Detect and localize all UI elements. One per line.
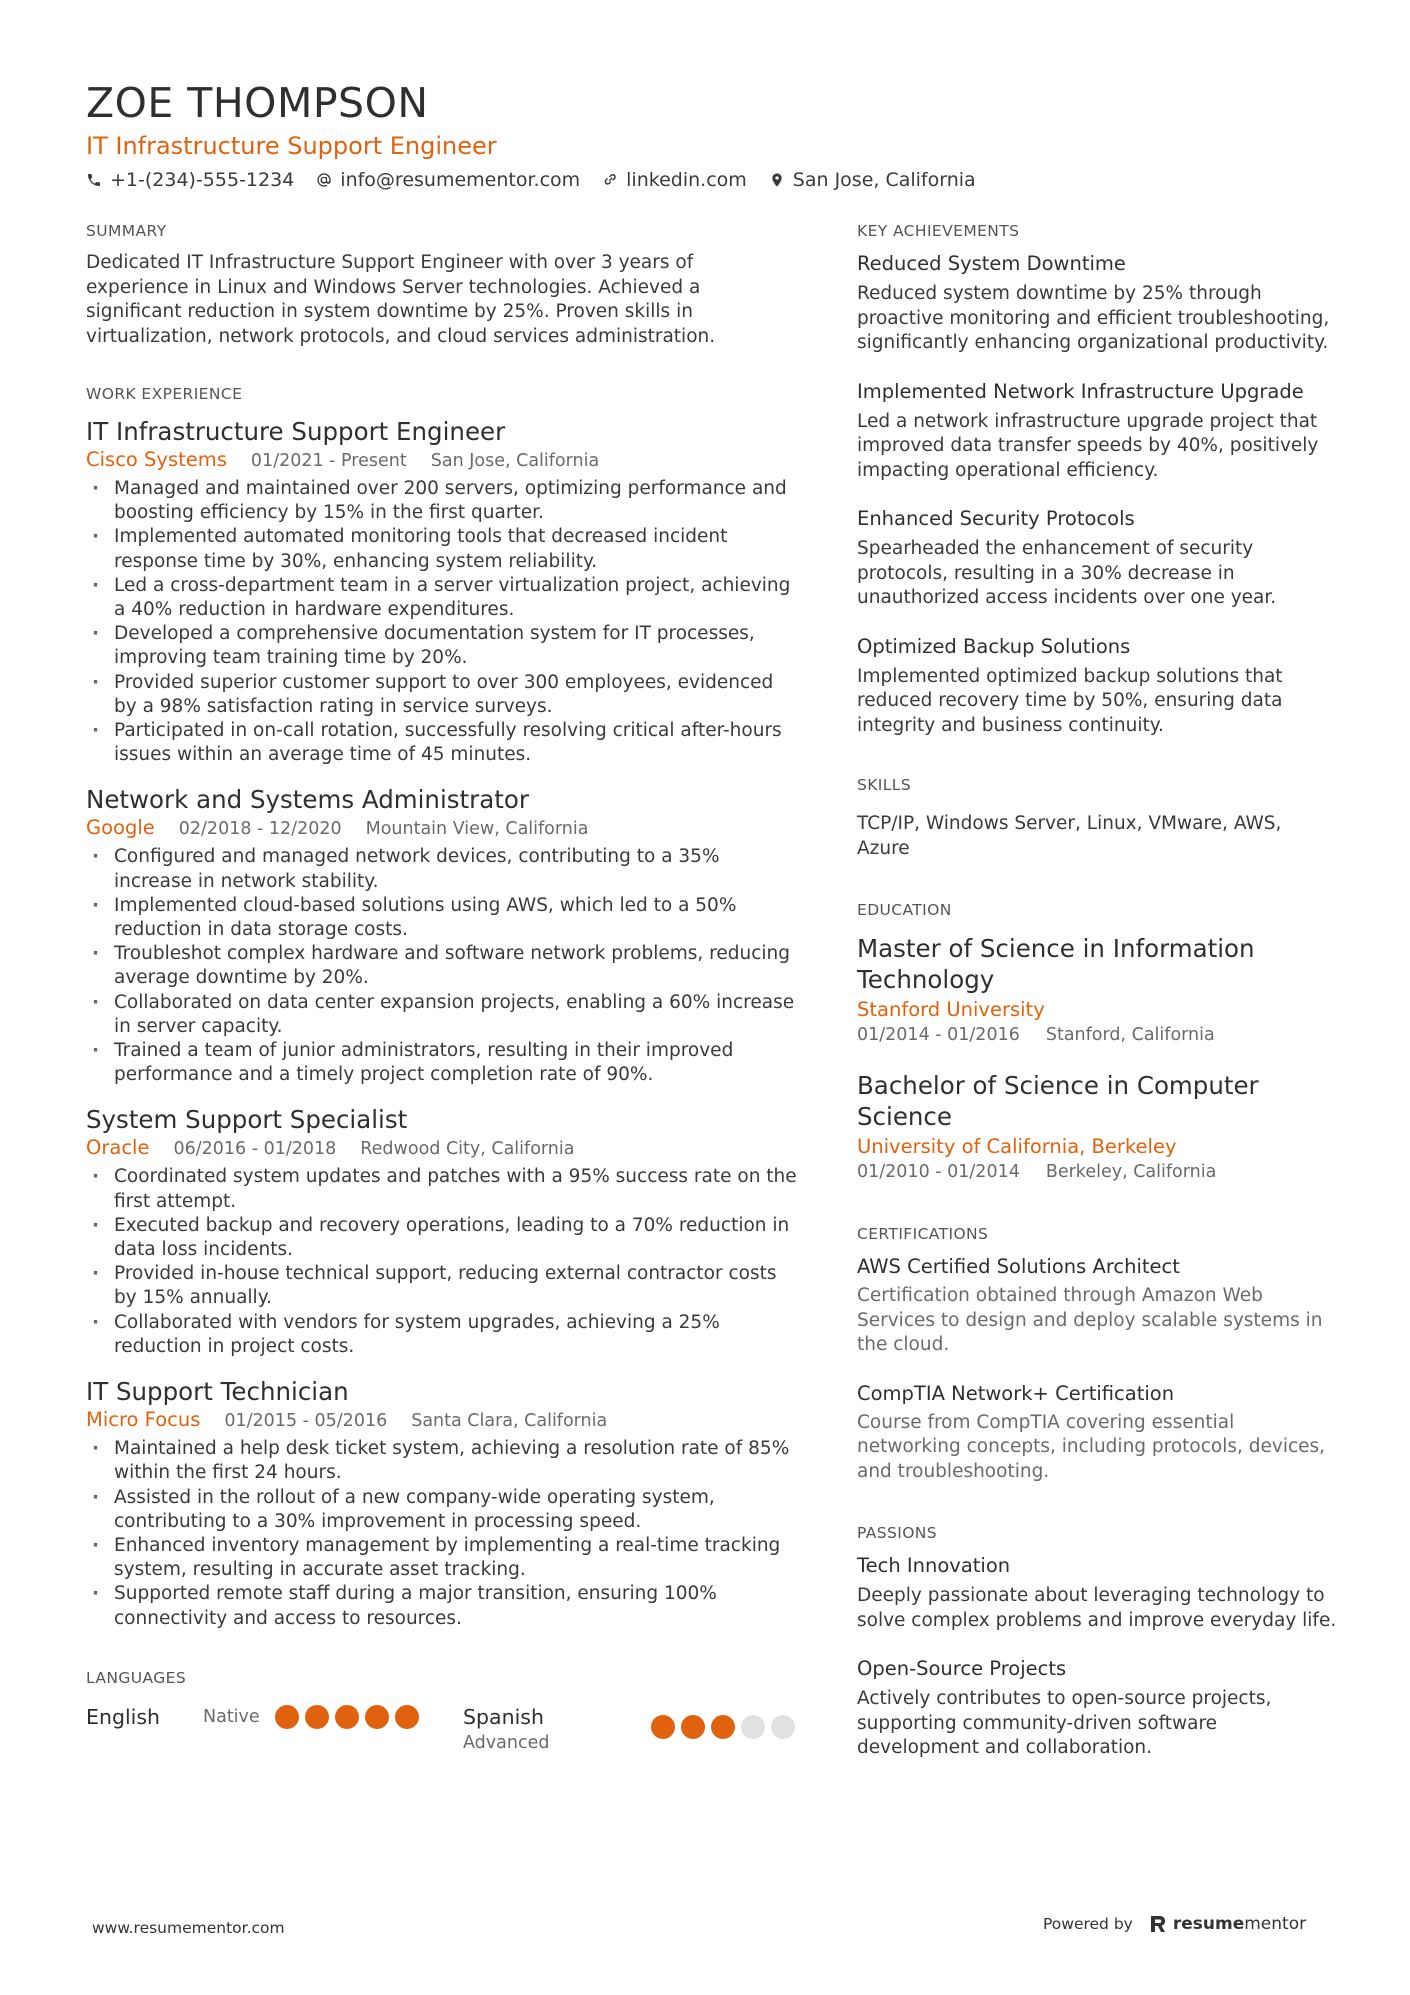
contact-bar [86,167,1326,193]
passion-title: Open-Source Projects [857,1657,1067,1680]
company-name: Oracle [86,1136,150,1160]
rating-dot-filled [275,1705,299,1729]
job-bullet: · Trained a team of junior administrators, resulting in their improved performance and a timely project completion rate of 90%. [86,1039,798,1087]
summary-text: Dedicated IT Infrastructure Support Engineer with over 3 years of experience in Linux and Windows Server technologies. Achieved a significant reduction in system downtime by 25%. Proven skills in virtualization, network protocols, and cloud services administration. [86,252,716,347]
achievement-text: Implemented optimized backup solutions that reduced recovery time by 50%, ensuring data integrity and business continuity. [857,665,1283,736]
education-item [857,1070,1337,1185]
achievement-title: Implemented Network Infrastructure Upgrade [857,379,1304,403]
job-bullet: · Collaborated on data center expansion projects, enabling a 60% increase in server capacity. [86,991,798,1039]
achievement-item [857,633,1337,739]
education-meta [857,1023,1337,1048]
job-bullets [86,1437,798,1631]
job-bullet: · Maintained a help desk ticket system, achieving a resolution rate of 85% within the first 24 hours. [86,1437,798,1485]
job-dates: 01/2015 - 05/2016 [224,1411,388,1432]
section-title: SUMMARY [86,222,167,240]
job-bullet: · Executed backup and recovery operations, leading to a 70% reduction in data loss incidents. [86,1214,798,1262]
education-section [857,899,1337,1185]
language-rating [275,1705,419,1729]
contact-email[interactable] [316,167,580,193]
website-text[interactable]: linkedin.com [626,169,747,191]
section-title: WORK EXPERIENCE [86,385,243,403]
footer-website[interactable]: www.resumementor.com [92,1919,285,1937]
company-name: Cisco Systems [86,448,227,471]
section-title: KEY ACHIEVEMENTS [857,222,1020,240]
section-title: LANGUAGES [86,1668,187,1687]
job-bullet: · Participated in on-call rotation, successfully resolving critical after-hours issues within an average time of 45 minutes. [86,719,798,767]
language-entry-spanish [463,1703,795,1755]
language-rating [651,1715,795,1739]
job-title: Network and Systems Administrator [86,785,529,815]
certifications-section [857,1223,1337,1484]
brand-name: resumementor [1172,1914,1307,1934]
footer-branding [1043,1914,1306,1934]
education-school: Stanford University [857,998,1045,1021]
passions-section [857,1522,1337,1761]
rating-dot-filled [711,1715,735,1739]
job-location: Santa Clara, California [411,1411,608,1432]
achievement-text: Led a network infrastructure upgrade project that improved data transfer speeds by 40%, positively impacting operational efficiency. [857,410,1319,481]
section-title: SKILLS [857,776,912,794]
job-bullet: · Assisted in the rollout of a new company-wide operating system, contributing to a 30% improvement in processing speed. [86,1486,798,1534]
job-bullet: · Supported remote staff during a major transition, ensuring 100% connectivity and access to resources. [86,1582,798,1630]
phone-icon [86,172,102,188]
job-entry [86,1377,798,1631]
left-column [86,220,798,1755]
job-dates: 06/2016 - 01/2018 [173,1139,337,1160]
rating-dot-filled [395,1705,419,1729]
at-icon [316,172,332,188]
contact-website[interactable] [602,167,747,193]
job-bullets [86,477,798,767]
rating-dot-empty [771,1715,795,1739]
passion-text: Actively contributes to open-source projects, supporting community-driven software development and collaboration. [857,1688,1272,1758]
job-meta [86,447,798,474]
language-text-block [463,1703,651,1755]
link-icon [602,172,618,188]
achievement-item [857,250,1337,356]
job-entry [86,1105,798,1359]
achievement-text: Spearheaded the enhancement of security protocols, resulting in a 30% decrease in unauthorized access incidents over one year. [857,538,1277,608]
certification-title: CompTIA Network+ Certification [857,1381,1175,1405]
resumementor-logo-icon [1149,1914,1167,1934]
job-bullet: · Enhanced inventory management by implementing a real-time tracking system, resulting in accurate asset tracking. [86,1534,798,1582]
education-degree: Bachelor of Science in Computer Science [857,1071,1259,1131]
job-location: San Jose, California [430,451,600,471]
job-bullet: · Developed a comprehensive documentation system for IT processes, improving team training time by 20%. [86,622,798,670]
experience-section [86,383,798,1631]
rating-dot-filled [305,1705,329,1729]
job-bullet: · Collaborated with vendors for system upgrades, achieving a 25% reduction in project costs. [86,1311,798,1359]
certification-title: AWS Certified Solutions Architect [857,1255,1180,1278]
rating-dot-filled [365,1705,389,1729]
company-name: Micro Focus [86,1408,201,1432]
achievement-title: Optimized Backup Solutions [857,634,1131,658]
job-bullet: · Coordinated system updates and patches with a 95% success rate on the first attempt. [86,1165,798,1213]
job-bullet: · Provided in-house technical support, reducing external contractor costs by 15% annually. [86,1262,798,1310]
job-bullet: · Troubleshot complex hardware and software network problems, reducing average downtime by 20%. [86,942,798,990]
job-title: IT Infrastructure Support Engineer [86,417,506,446]
job-meta [86,1135,798,1162]
certification-text: Course from CompTIA covering essential networking concepts, including protocols, devices, and troubleshooting. [857,1411,1326,1482]
language-name: English [86,1704,161,1729]
job-dates: 02/2018 - 12/2020 [178,819,342,840]
job-bullet: · Configured and managed network devices, contributing to a 35% increase in network stability. [86,845,798,893]
education-dates: 01/2010 - 01/2014 [857,1162,1020,1182]
passion-item [857,1655,1337,1761]
summary-section [86,220,798,349]
skills-section [857,774,1337,861]
achievement-item [857,505,1337,611]
education-location: Berkeley, California [1045,1162,1217,1182]
rating-dot-filled [681,1715,705,1739]
skills-text: TCP/IP, Windows Server, Linux, VMware, AWS, Azure [857,813,1282,859]
job-bullet: · Managed and maintained over 200 servers, optimizing performance and boosting efficiency by 15% in the first quarter. [86,477,798,525]
education-location: Stanford, California [1045,1025,1215,1045]
location-text: San Jose, California [792,169,976,191]
job-bullet: · Implemented cloud-based solutions using AWS, which led to a 50% reduction in data storage costs. [86,894,798,942]
education-dates: 01/2014 - 01/2016 [857,1025,1020,1045]
achievement-title: Enhanced Security Protocols [857,507,1135,530]
brand-logo[interactable] [1149,1914,1306,1934]
job-location: Mountain View, California [365,819,589,840]
passion-title: Tech Innovation [857,1554,1011,1577]
job-location: Redwood City, California [360,1139,575,1160]
rating-dot-empty [741,1715,765,1739]
job-meta [86,1407,798,1434]
education-school: University of California, Berkeley [857,1135,1177,1158]
language-level: Advanced [463,1732,550,1753]
job-title: IT Support Technician [86,1377,349,1407]
rating-dot-filled [651,1715,675,1739]
job-dates: 01/2021 - Present [250,451,407,471]
phone-text: +1-(234)-555-1234 [110,169,295,191]
education-item [857,933,1337,1048]
achievements-section [857,220,1337,738]
email-text[interactable]: info@resumementor.com [340,169,581,191]
job-title: System Support Specialist [86,1105,408,1135]
certification-item [857,1253,1337,1358]
job-bullet: · Led a cross-department team in a server virtualization project, achieving a 40% reduction in hardware expenditures. [86,574,798,622]
candidate-name: ZOE THOMPSON [86,79,429,127]
job-bullet: · Provided superior customer support to over 300 employees, evidenced by a 98% satisfaction rating in service surveys. [86,671,798,719]
job-bullets [86,1165,798,1359]
passion-text: Deeply passionate about leveraging technology to solve complex problems and improve everyday life. [857,1585,1337,1631]
candidate-role: IT Infrastructure Support Engineer [86,132,497,160]
job-entry [86,417,798,767]
rating-dot-filled [335,1705,359,1729]
job-bullets [86,845,798,1087]
achievement-item [857,378,1337,484]
section-title: EDUCATION [857,901,952,919]
achievement-title: Reduced System Downtime [857,252,1126,275]
education-meta [857,1160,1337,1185]
passion-item [857,1552,1337,1633]
language-entry-english [86,1703,463,1731]
company-name: Google [86,816,155,840]
job-meta [86,815,798,842]
language-name: Spanish [463,1704,544,1729]
education-degree: Master of Science in Information Technology [857,934,1255,994]
languages-section [86,1667,798,1755]
languages-row [86,1703,798,1755]
section-title: PASSIONS [857,1524,938,1542]
resume-header [86,78,1326,193]
job-bullet: · Implemented automated monitoring tools that decreased incident response time by 30%, enhancing system reliability. [86,525,798,573]
section-title: CERTIFICATIONS [857,1225,989,1243]
job-entry [86,785,798,1087]
certification-item [857,1380,1337,1485]
contact-location [769,167,976,193]
certification-text: Certification obtained through Amazon Web Services to design and deploy scalable systems in the cloud. [857,1285,1323,1355]
powered-by-text: Powered by [1043,1915,1133,1933]
language-level: Native [203,1706,260,1727]
contact-phone [86,167,294,193]
location-pin-icon [769,172,785,188]
right-column [857,220,1337,1761]
achievement-text: Reduced system downtime by 25% through proactive monitoring and efficient troubleshooting, significantly enhancing organizational productivity. [857,283,1330,353]
